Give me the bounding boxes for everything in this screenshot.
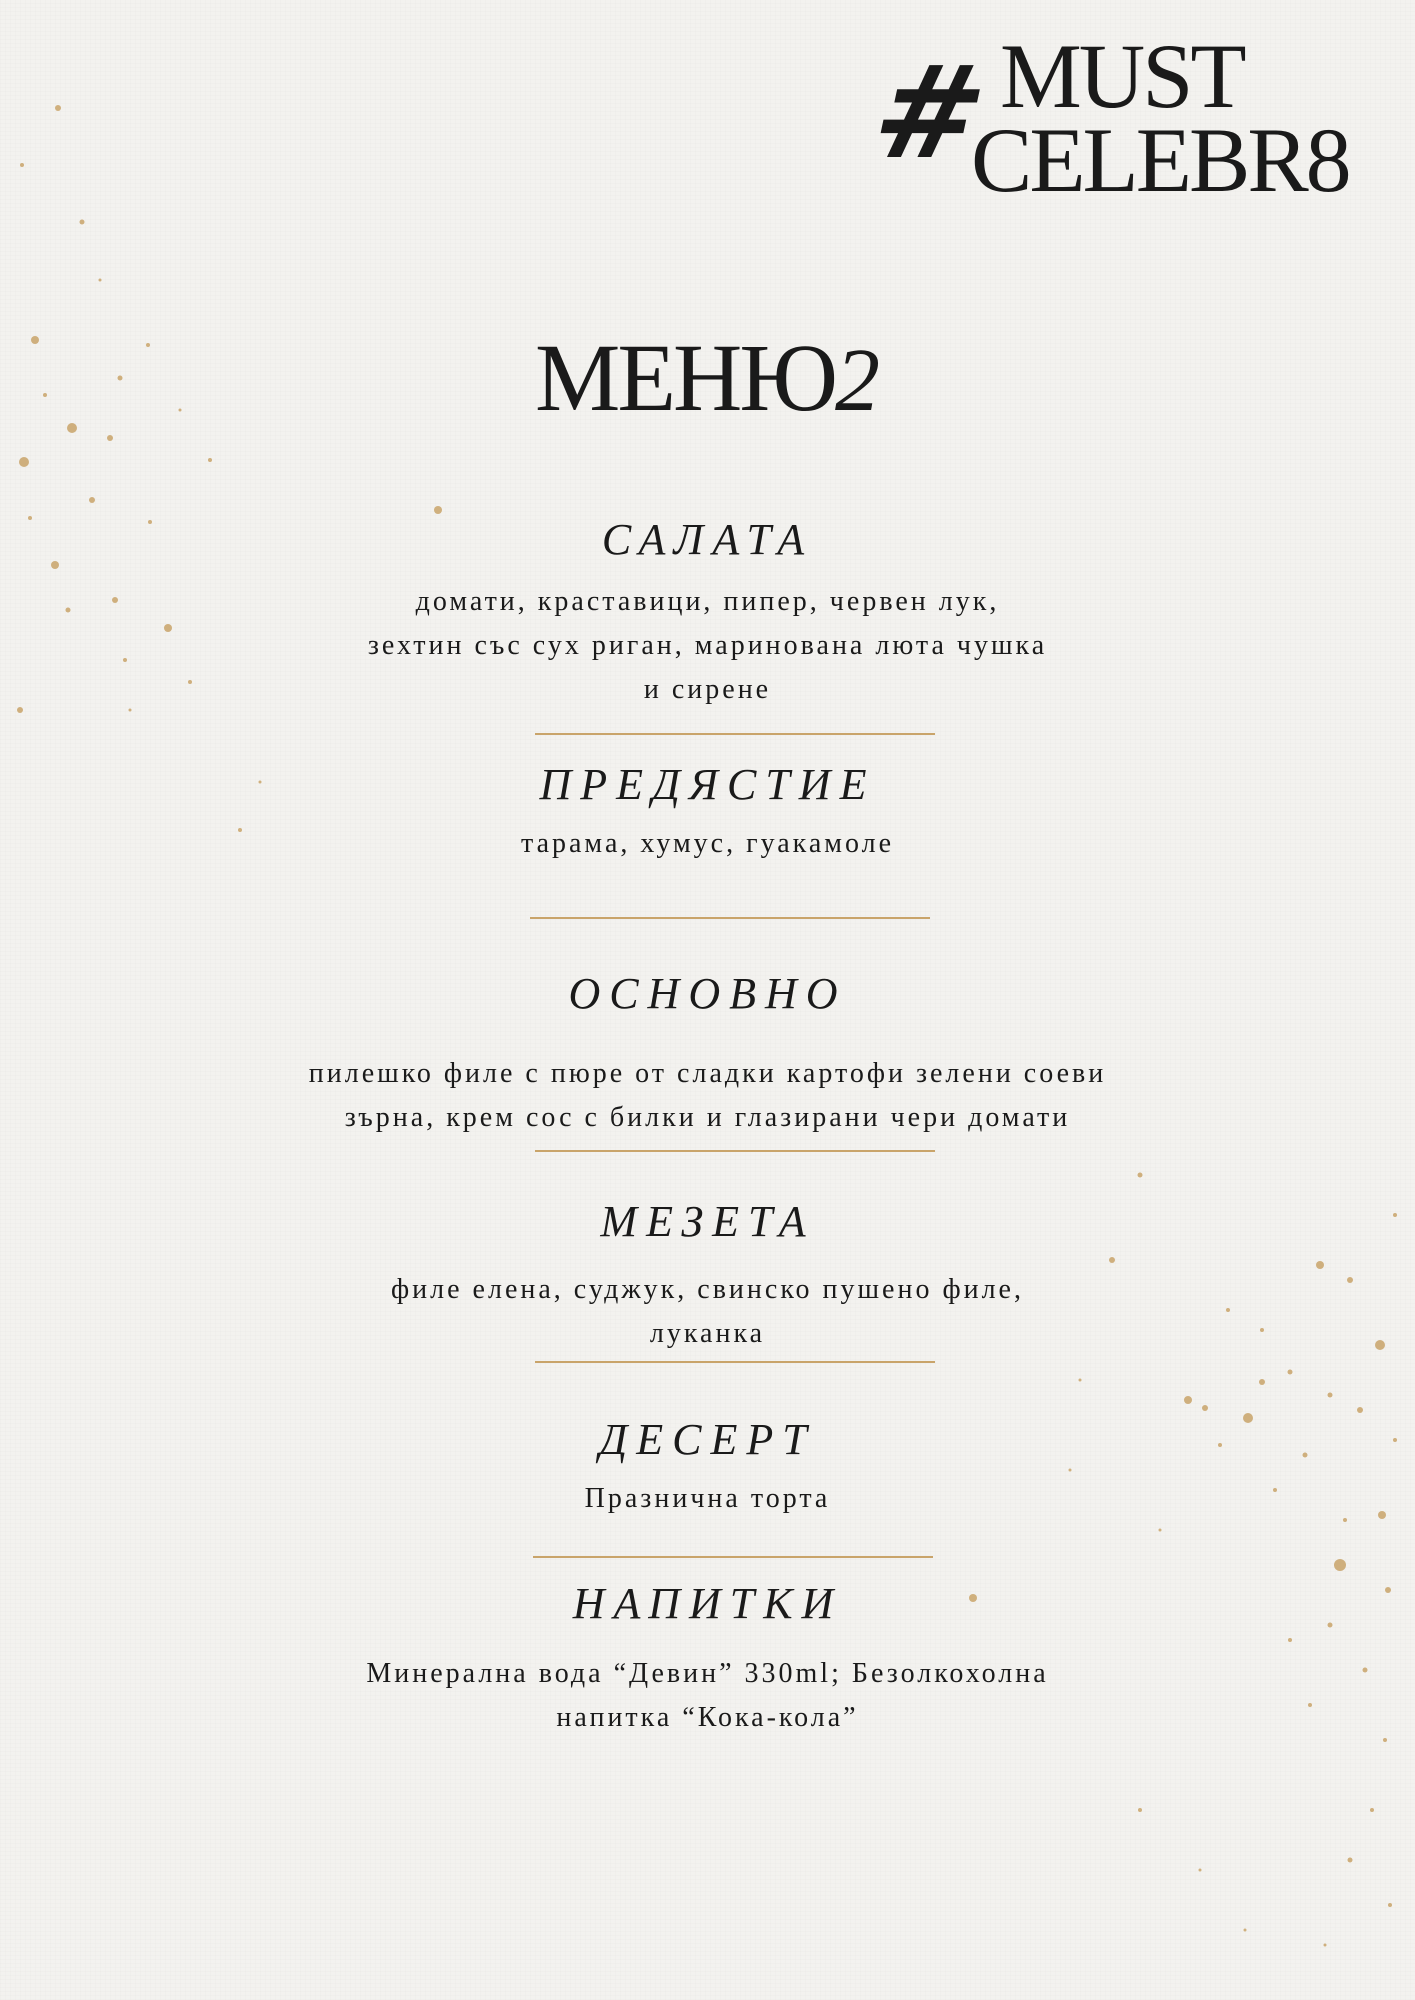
gold-divider (535, 733, 935, 735)
section-line: и сирене (643, 674, 772, 705)
section-line: тарама, хумус, гуакамоле (521, 828, 894, 859)
section-title-main: ОСНОВНО (568, 969, 847, 1018)
section-items-drinks (0, 1652, 1415, 1740)
section-line: зърна, крем сос с билки и глазирани чери домати (344, 1102, 1071, 1133)
logo-hash-symbol: # (860, 39, 1000, 188)
section-line: Минерална вода “Девин” 330ml; Безолкохолна (366, 1658, 1049, 1689)
section-title-drinks: НАПИТКИ (572, 1579, 843, 1628)
must-celebr8-logo (860, 25, 1366, 211)
logo-line-celebr8: CELEBR8 (971, 109, 1349, 211)
section-line: филе елена, суджук, свинско пушено филе, (391, 1274, 1024, 1305)
section-line: Празнична торта (584, 1483, 831, 1514)
section-line: луканка (649, 1318, 766, 1349)
section-items-dessert (0, 1477, 1415, 1521)
menu-number: 2 (835, 331, 880, 430)
menu-title (0, 324, 1415, 431)
logo-line-must: MUST (1000, 25, 1244, 127)
section-items-appetizers (0, 1268, 1415, 1356)
section-title-salad: САЛАТА (601, 515, 814, 564)
section-line: зехтин със сух риган, маринована люта чушка (367, 630, 1048, 661)
section-title-dessert: ДЕСЕРТ (599, 1415, 816, 1464)
section-title-starter: ПРЕДЯСТИЕ (539, 760, 876, 809)
gold-divider (533, 1556, 933, 1558)
gold-divider (535, 1361, 935, 1363)
section-title-appetizers: МЕЗЕТА (600, 1197, 815, 1246)
section-line: напитка “Кока-кола” (556, 1702, 859, 1733)
section-items-salad (0, 580, 1415, 712)
gold-divider (530, 917, 930, 919)
menu-title-word: МЕНЮ (535, 324, 835, 431)
section-line: пилешко филе с пюре от сладки картофи зелени соеви (308, 1058, 1107, 1089)
section-line: домати, краставици, пипер, червен лук, (415, 586, 1000, 617)
section-items-main (0, 1052, 1415, 1140)
gold-divider (535, 1150, 935, 1152)
section-items-starter (0, 822, 1415, 866)
